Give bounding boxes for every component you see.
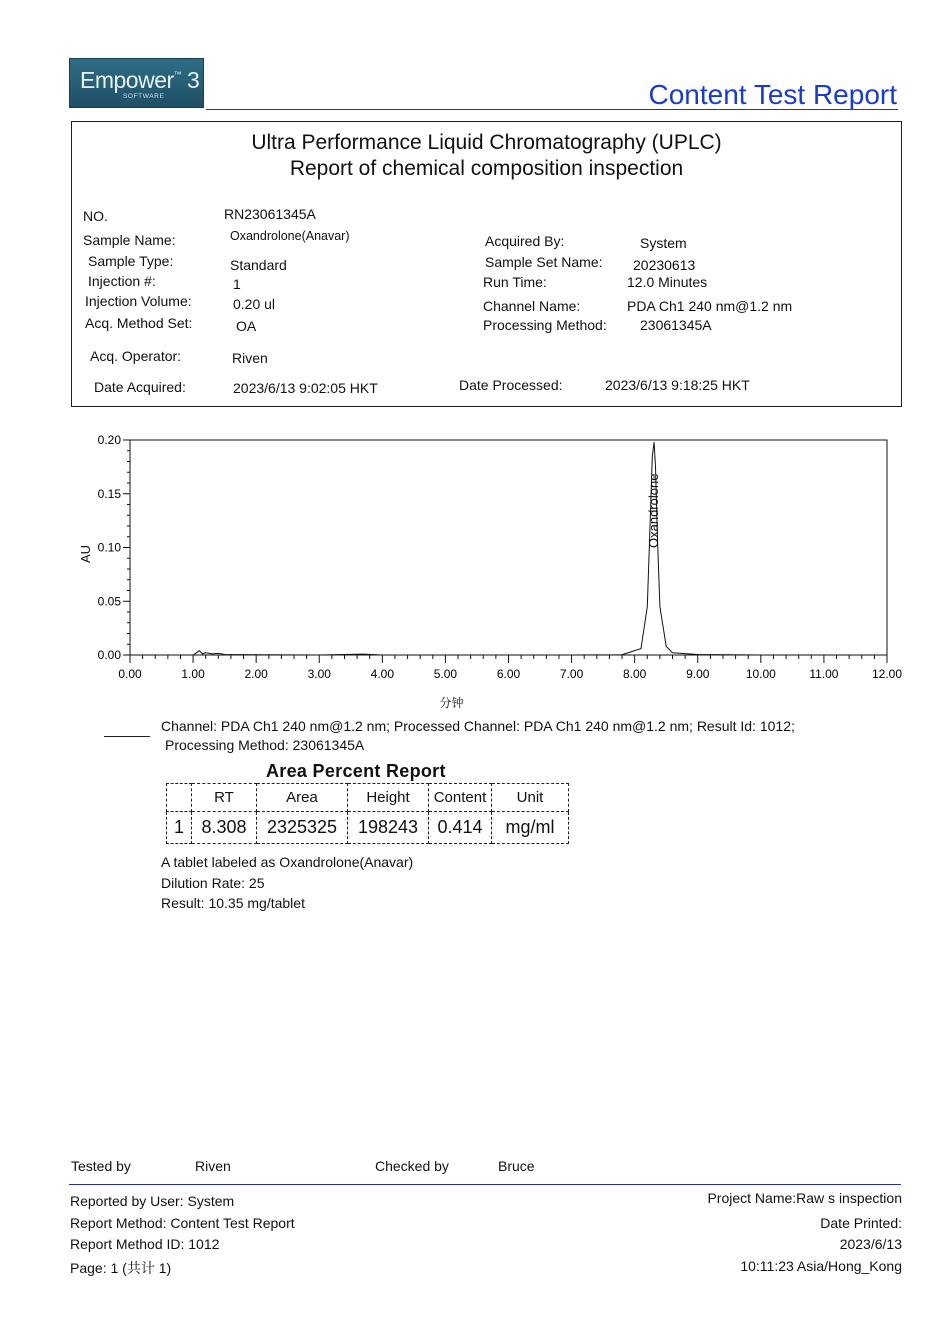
sample-set-value: 20230613 bbox=[633, 257, 696, 273]
table-header-row bbox=[167, 784, 569, 812]
no-label: NO. bbox=[83, 208, 108, 224]
x-tick-label: 10.00 bbox=[745, 667, 776, 681]
date-processed-value: 2023/6/13 9:18:25 HKT bbox=[605, 377, 750, 393]
table-row bbox=[167, 812, 569, 844]
area-report-title: Area Percent Report bbox=[266, 761, 446, 781]
processing-method-label: Processing Method: bbox=[483, 317, 607, 333]
table-cell: 8.308 bbox=[192, 812, 257, 844]
channel-name-label: Channel Name: bbox=[483, 298, 581, 314]
chart-ticks bbox=[123, 440, 887, 663]
table-header-cell: Unit bbox=[492, 784, 569, 812]
checked-by-value: Bruce bbox=[498, 1158, 535, 1174]
acquired-by-label: Acquired By: bbox=[485, 233, 565, 249]
y-tick-label: 0.15 bbox=[97, 486, 121, 501]
empower-logo bbox=[69, 58, 204, 108]
report-heading-line1: Ultra Performance Liquid Chromatography (UPLC) bbox=[251, 131, 722, 154]
note-result: Result: 10.35 mg/tablet bbox=[161, 895, 305, 911]
y-tick-label: 0.00 bbox=[97, 648, 121, 662]
x-tick-label: 0.00 bbox=[118, 667, 142, 681]
sample-type-label: Sample Type: bbox=[88, 253, 174, 269]
table-header-cell bbox=[167, 784, 192, 812]
time-printed-value: 10:11:23 Asia/Hong_Kong bbox=[740, 1258, 902, 1274]
x-tick-label: 7.00 bbox=[559, 667, 584, 681]
date-printed-label: Date Printed: bbox=[820, 1215, 902, 1231]
x-tick-label: 11.00 bbox=[809, 667, 839, 681]
acq-operator-label: Acq. Operator: bbox=[90, 348, 182, 364]
note-tablet-label: A tablet labeled as Oxandrolone(Anavar) bbox=[161, 854, 414, 870]
table-cell: 0.414 bbox=[429, 812, 492, 844]
footer-rule bbox=[69, 1184, 901, 1185]
processing-method-value: 23061345A bbox=[640, 317, 712, 333]
x-tick-label: 3.00 bbox=[307, 667, 331, 681]
channel-info-line1: Channel: PDA Ch1 240 nm@1.2 nm; Processed Channel: PDA Ch1 240 nm@1.2 nm; Result Id: 1012; bbox=[161, 718, 795, 734]
table-header-cell: Height bbox=[348, 784, 429, 812]
acquired-by-value: System bbox=[640, 235, 687, 251]
y-axis-label: AU bbox=[78, 544, 93, 564]
x-tick-label: 6.00 bbox=[496, 667, 521, 681]
report-method: Report Method: Content Test Report bbox=[70, 1215, 295, 1231]
acq-method-label: Acq. Method Set: bbox=[85, 315, 193, 331]
chart-tick-labels bbox=[98, 434, 903, 681]
area-percent-table bbox=[166, 783, 569, 844]
date-acquired-value: 2023/6/13 9:02:05 HKT bbox=[233, 380, 378, 396]
injection-volume-value: 0.20 ul bbox=[233, 296, 276, 312]
legend-line bbox=[104, 736, 150, 737]
chart-frame bbox=[130, 440, 887, 655]
page-number: Page: 1 (共计 1) bbox=[70, 1260, 172, 1276]
x-tick-label: 5.00 bbox=[433, 667, 458, 681]
run-time-label: Run Time: bbox=[483, 274, 547, 290]
x-tick-label: 4.00 bbox=[370, 667, 395, 681]
report-title: Content Test Report bbox=[648, 79, 897, 110]
reported-by: Reported by User: System bbox=[70, 1193, 235, 1209]
x-tick-label: 9.00 bbox=[686, 667, 710, 681]
chromatogram-trace bbox=[130, 442, 887, 655]
injection-value: 1 bbox=[233, 276, 241, 292]
date-printed-value: 2023/6/13 bbox=[839, 1236, 902, 1252]
x-tick-label: 12.00 bbox=[871, 667, 903, 681]
x-tick-label: 8.00 bbox=[622, 667, 647, 681]
y-tick-label: 0.05 bbox=[97, 594, 121, 609]
x-tick-label: 2.00 bbox=[244, 667, 268, 681]
injection-volume-label: Injection Volume: bbox=[85, 293, 192, 309]
peak-label: Oxandrolone bbox=[646, 473, 662, 548]
sample-name-label: Sample Name: bbox=[83, 232, 176, 248]
sample-type-value: Standard bbox=[230, 257, 287, 273]
injection-label: Injection #: bbox=[88, 273, 156, 289]
report-heading-line2: Report of chemical composition inspection bbox=[289, 157, 684, 180]
note-dilution-rate: Dilution Rate: 25 bbox=[161, 875, 265, 891]
run-time-value: 12.0 Minutes bbox=[627, 274, 708, 290]
channel-name-value: PDA Ch1 240 nm@1.2 nm bbox=[627, 298, 793, 314]
logo-subtext: SOFTWARE bbox=[123, 93, 165, 100]
project-name: Project Name:Raw s inspection bbox=[707, 1190, 902, 1206]
date-processed-label: Date Processed: bbox=[459, 377, 563, 393]
table-cell: mg/ml bbox=[492, 812, 569, 844]
sample-name-value: Oxandrolone(Anavar) bbox=[230, 229, 350, 243]
chromatogram-chart bbox=[74, 434, 914, 714]
acq-method-value: OA bbox=[236, 318, 257, 334]
channel-info-line2: Processing Method: 23061345A bbox=[165, 737, 365, 753]
x-axis-label: 分钟 bbox=[439, 696, 464, 710]
table-cell: 2325325 bbox=[257, 812, 348, 844]
x-tick-label: 1.00 bbox=[181, 667, 205, 681]
y-tick-label: 0.20 bbox=[97, 434, 121, 447]
no-value: RN23061345A bbox=[224, 206, 316, 222]
checked-by-label: Checked by bbox=[375, 1158, 449, 1174]
title-rule bbox=[206, 109, 898, 110]
table-cell: 198243 bbox=[348, 812, 429, 844]
y-tick-label: 0.10 bbox=[97, 540, 121, 555]
date-acquired-label: Date Acquired: bbox=[94, 379, 186, 395]
table-header-cell: Content bbox=[429, 784, 492, 812]
plot-frame bbox=[130, 440, 887, 655]
tested-by-label: Tested by bbox=[71, 1158, 131, 1174]
logo-text: Empower™ 3 bbox=[80, 67, 200, 93]
report-method-id: Report Method ID: 1012 bbox=[70, 1236, 220, 1252]
tested-by-value: Riven bbox=[195, 1158, 231, 1174]
acq-operator-value: Riven bbox=[232, 350, 268, 366]
table-cell: 1 bbox=[167, 812, 192, 844]
sample-set-label: Sample Set Name: bbox=[485, 254, 603, 270]
table-header-cell: Area bbox=[257, 784, 348, 812]
table-header-cell: RT bbox=[192, 784, 257, 812]
